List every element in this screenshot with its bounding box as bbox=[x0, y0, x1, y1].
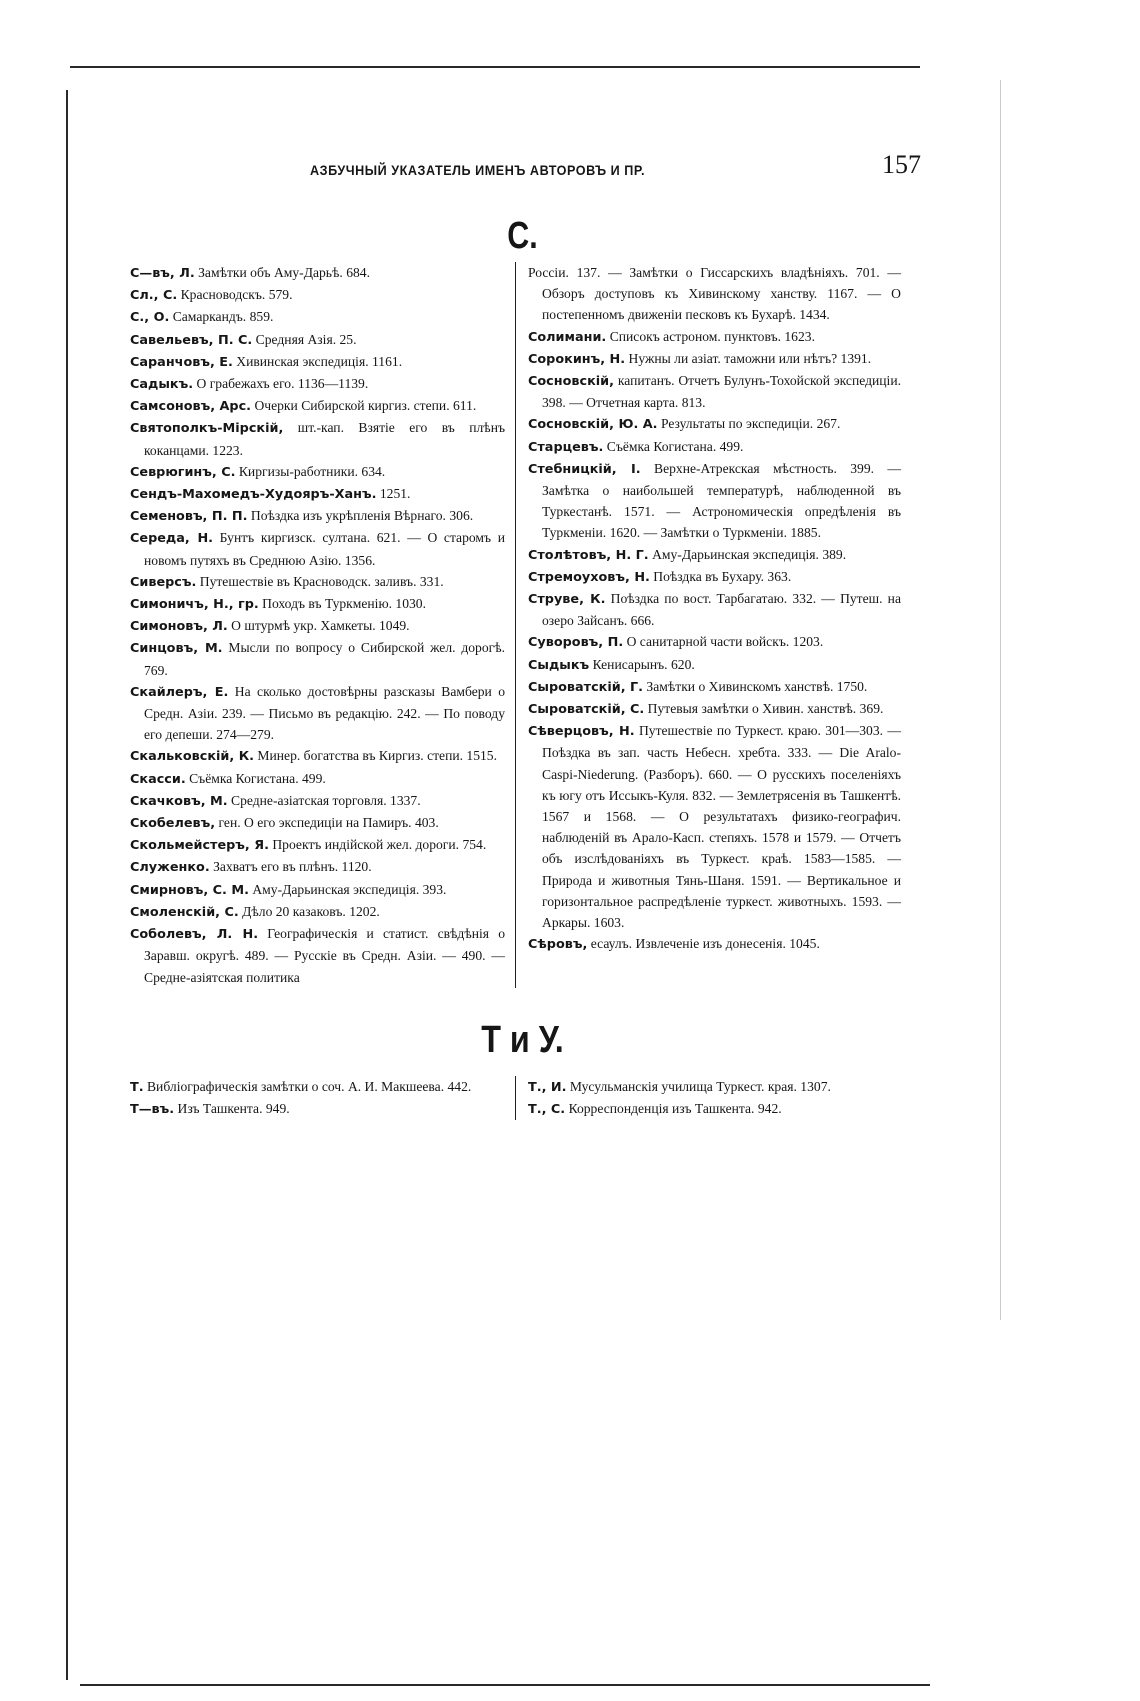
entry-name: Скасси. bbox=[130, 771, 186, 787]
entry-text: Путешествіе по Туркест. краю. 301—303. — Поѣздка въ зап. часть Небесн. хребта. 333. — Die Aralo-Caspi-Niederung. (Разборъ). 660. — О русскихъ поселеніяхъ къ югу отъ Иссыкъ-Куля. 832. — Землетрясенія въ Ташкентѣ. 1567 и 1568. — О результатахъ физико-географич. наблюденій въ Арало-Касп. степяхъ. 1578 и 1579. — Отчетъ объ изслѣдованіяхъ въ Туркест. краѣ. 1583—1585. — Природа и животныя Тянь-Шаня. 1591. — Вертикальное и горизонтальное распредѣленіе туркест. животныхъ. 1593. — Аркары. 1603. bbox=[542, 723, 901, 931]
entry-name: Стремоуховъ, Н. bbox=[528, 569, 650, 585]
index-entry bbox=[130, 527, 505, 570]
entry-text: Результаты по экспедиціи. 267. bbox=[657, 416, 841, 432]
entry-name: Т. bbox=[130, 1079, 144, 1095]
left-column bbox=[130, 1076, 515, 1120]
index-entry bbox=[528, 933, 901, 955]
index-entry bbox=[130, 417, 505, 460]
section-s-columns bbox=[130, 262, 915, 988]
index-entry bbox=[130, 812, 505, 834]
entry-name: Старцевъ. bbox=[528, 439, 604, 455]
entry-name: Скальковскій, К. bbox=[130, 749, 255, 765]
entry-name: Савельевъ, П. С. bbox=[130, 332, 253, 348]
entry-text: Нужны ли азіат. таможни или нѣтъ? 1391. bbox=[625, 350, 872, 366]
entry-name: С—въ, Л. bbox=[130, 266, 195, 281]
entry-name: Служенко. bbox=[130, 860, 210, 876]
entry-name: Саранчовъ, Е. bbox=[130, 354, 233, 370]
index-entry bbox=[528, 458, 901, 544]
entry-name: Симоничъ, Н., гр. bbox=[130, 597, 259, 613]
index-entry bbox=[130, 329, 505, 351]
entry-name: Сыроватскій, Г. bbox=[528, 679, 644, 695]
entry-text: Минер. богатства въ Киргиз. степи. 1515. bbox=[254, 748, 498, 764]
entry-text: Путевыя замѣтки о Хивин. ханствѣ. 369. bbox=[644, 701, 884, 717]
entry-text: Списокъ астроном. пунктовъ. 1623. bbox=[606, 328, 815, 344]
entry-name: Струве, К. bbox=[528, 592, 606, 608]
index-entry bbox=[528, 262, 901, 326]
index-entry bbox=[130, 856, 505, 878]
entry-text: Средне-азіатская торговля. 1337. bbox=[227, 792, 421, 808]
entry-text: Замѣтки объ Аму-Дарьѣ. 684. bbox=[194, 265, 370, 280]
entry-text: Кенисарынъ. 620. bbox=[589, 656, 695, 672]
entry-text: Средняя Азія. 25. bbox=[252, 331, 357, 347]
index-entry bbox=[130, 284, 505, 306]
entry-name: Семеновъ, П. П. bbox=[130, 509, 248, 525]
index-entry bbox=[528, 326, 901, 348]
entry-text: О грабежахъ его. 1136—1139. bbox=[193, 376, 369, 392]
index-entry bbox=[528, 348, 901, 370]
entry-name: Самсоновъ, Арс. bbox=[130, 399, 252, 415]
index-entry bbox=[130, 681, 505, 746]
index-entry bbox=[130, 637, 505, 680]
entry-name: Стебницкій, І. bbox=[528, 461, 641, 477]
index-entry bbox=[528, 654, 901, 676]
entry-name: Сѣверцовъ, Н. bbox=[528, 724, 635, 740]
entry-name: Столѣтовъ, Н. Г. bbox=[528, 547, 649, 563]
index-entry bbox=[130, 768, 505, 790]
index-entry bbox=[130, 351, 505, 373]
index-entry bbox=[130, 571, 505, 593]
entry-name: Смоленскій, С. bbox=[130, 904, 239, 920]
index-entry bbox=[130, 901, 505, 923]
entry-text: Самаркандъ. 859. bbox=[169, 309, 274, 325]
entry-text: Поѣздка въ Бухару. 363. bbox=[649, 568, 792, 584]
entry-text: Аму-Дарьинская экспедиція. 393. bbox=[248, 881, 447, 897]
index-entry bbox=[528, 566, 901, 588]
entry-name: Севрюгинъ, С. bbox=[130, 464, 236, 480]
index-entry bbox=[130, 879, 505, 901]
index-entry bbox=[528, 413, 901, 435]
page-number: 157 bbox=[882, 150, 921, 179]
entry-text: Верхне-Атрекская мѣстность. 399. — Замѣтка о наибольшей температурѣ, наблюденной въ Туркестанѣ. 1571. — Астрономическія опредѣленія въ Туркменіи. 1620. — Замѣтки о Туркменіи. 1885. bbox=[542, 460, 901, 541]
frame-bottom-rule bbox=[80, 1684, 930, 1686]
entry-name: Сѣровъ, bbox=[528, 937, 588, 953]
index-entry bbox=[528, 436, 901, 458]
frame-right-rule bbox=[1000, 80, 1001, 1320]
running-title: АЗБУЧНЫЙ УКАЗАТЕЛЬ ИМЕНЪ АВТОРОВЪ И ПР. bbox=[310, 162, 645, 178]
entry-text: Проектъ индійской жел. дороги. 754. bbox=[268, 837, 487, 853]
entry-text: О санитарной части войскъ. 1203. bbox=[623, 634, 824, 650]
index-entry bbox=[130, 373, 505, 395]
index-entry bbox=[528, 1076, 901, 1098]
frame-top-rule bbox=[70, 66, 920, 68]
index-entry bbox=[130, 615, 505, 637]
entry-text: есаулъ. Извлеченіе изъ донесенія. 1045. bbox=[587, 936, 820, 952]
entry-text: Захватъ его въ плѣнъ. 1120. bbox=[209, 859, 372, 875]
right-column bbox=[516, 1076, 901, 1120]
right-column bbox=[516, 262, 901, 988]
entry-name: Синцовъ, М. bbox=[130, 641, 223, 657]
entry-text: Путешествіе въ Красноводск. заливъ. 331. bbox=[196, 573, 444, 589]
page-header bbox=[130, 150, 921, 190]
entry-text: Дѣло 20 казаковъ. 1202. bbox=[238, 903, 380, 919]
index-entry bbox=[130, 306, 505, 328]
entry-text: Корреспонденція изъ Ташкента. 942. bbox=[565, 1100, 782, 1116]
entry-name: Сиверсъ. bbox=[130, 574, 197, 590]
entry-name: Т., С. bbox=[528, 1101, 566, 1117]
entry-text: Поѣздка по вост. Тарбагатаю. 332. — Путеш. на озеро Зайсанъ. 666. bbox=[542, 591, 901, 629]
index-entry bbox=[130, 790, 505, 812]
index-entry bbox=[130, 262, 505, 284]
entry-name: Симоновъ, Л. bbox=[130, 619, 228, 635]
entry-text: Аму-Дарьинская экспедиція. 389. bbox=[648, 546, 847, 562]
entry-text: Очерки Сибирской киргиз. степи. 611. bbox=[251, 398, 477, 414]
frame-left-rule bbox=[66, 90, 68, 1680]
index-entry bbox=[528, 698, 901, 720]
index-entry bbox=[130, 745, 505, 767]
index-entry bbox=[528, 588, 901, 631]
index-entry bbox=[130, 923, 505, 988]
entry-text: Хивинская экспедиція. 1161. bbox=[232, 353, 403, 369]
entry-text: Съёмка Когистана. 499. bbox=[603, 438, 744, 454]
entry-name: Сорокинъ, Н. bbox=[528, 351, 626, 367]
entry-text: 1251. bbox=[376, 486, 411, 502]
index-entry bbox=[130, 1076, 505, 1098]
entry-name: Скобелевъ, bbox=[130, 816, 216, 832]
entry-name: Суворовъ, П. bbox=[528, 635, 624, 651]
entry-text: Мысли по вопросу о Сибирской жел. дорогѣ. 769. bbox=[144, 640, 505, 678]
entry-name: Скачковъ, М. bbox=[130, 793, 228, 809]
index-entry bbox=[130, 395, 505, 417]
index-entry bbox=[528, 631, 901, 653]
page bbox=[130, 150, 921, 1120]
section-tu-columns bbox=[130, 1076, 915, 1120]
entry-text: О штурмѣ укр. Хамкеты. 1049. bbox=[227, 618, 410, 634]
entry-name: Сл., С. bbox=[130, 288, 178, 304]
index-entry bbox=[130, 483, 505, 505]
entry-text: Киргизы-работники. 634. bbox=[235, 463, 386, 479]
entry-name: Середа, Н. bbox=[130, 531, 214, 547]
entry-name: Сендъ-Махомедъ-Худояръ-Ханъ. bbox=[130, 487, 377, 503]
entry-name: Сыроватскій, С. bbox=[528, 702, 645, 718]
entry-text: капитанъ. Отчетъ Булунъ-Тохойской экспедиціи. 398. — Отчетная карта. 813. bbox=[542, 373, 901, 411]
entry-text: Бунтъ киргизск. султана. 621. — О старомъ и новомъ путяхъ въ Среднюю Азію. 1356. bbox=[144, 530, 505, 568]
entry-text: Мусульманскія училища Туркест. края. 1307. bbox=[566, 1078, 831, 1094]
entry-name: Солимани. bbox=[528, 329, 607, 345]
entry-text: Россіи. 137. — Замѣтки о Гиссарскихъ владѣніяхъ. 701. — Обзоръ доступовъ къ Хивинскому ханству. 1167. — О постепенномъ движеніи песковъ къ Бухарѣ. 1434. bbox=[528, 265, 901, 323]
entry-name: Скайлеръ, Е. bbox=[130, 684, 229, 700]
index-entry bbox=[130, 505, 505, 527]
entry-name: Сыдыкъ bbox=[528, 657, 590, 673]
entry-text: ген. О его экспедиціи на Памиръ. 403. bbox=[215, 815, 439, 831]
entry-name: Т., И. bbox=[528, 1079, 567, 1095]
index-entry bbox=[528, 1098, 901, 1120]
entry-name: Сосновскій, Ю. А. bbox=[528, 417, 658, 433]
entry-text: Красноводскъ. 579. bbox=[177, 287, 293, 303]
section-heading-s: С. bbox=[507, 215, 538, 257]
index-entry bbox=[130, 461, 505, 483]
entry-name: С., О. bbox=[130, 310, 170, 326]
entry-text: Вибліографическія замѣтки о соч. А. И. Макшеева. 442. bbox=[143, 1078, 472, 1094]
index-entry bbox=[528, 676, 901, 698]
index-entry bbox=[528, 544, 901, 566]
index-entry bbox=[130, 1098, 505, 1120]
index-entry bbox=[528, 720, 901, 933]
entry-text: На сколько достовѣрны разсказы Вамбери о Средн. Азіи. 239. — Письмо въ редакцію. 242. — По поводу его депеши. 274—279. bbox=[144, 683, 505, 743]
entry-name: Садыкъ. bbox=[130, 377, 194, 393]
left-column bbox=[130, 262, 515, 988]
index-entry bbox=[528, 370, 901, 413]
entry-name: Сосновскій, bbox=[528, 374, 614, 390]
entry-text: Изъ Ташкента. 949. bbox=[174, 1100, 290, 1116]
entry-name: Смирновъ, С. М. bbox=[130, 882, 249, 898]
entry-text: Съёмка Когистана. 499. bbox=[185, 770, 326, 786]
entry-name: Святополкъ-Мірскій, bbox=[130, 421, 284, 437]
index-entry bbox=[130, 593, 505, 615]
entry-text: шт.-кап. Взятіе его въ плѣнъ коканцами. 1223. bbox=[144, 420, 505, 458]
entry-text: Географическія и статист. свѣдѣнія о Заравш. округѣ. 489. — Русскіе въ Средн. Азіи. — 490. — Средне-азіятская политика bbox=[144, 926, 505, 985]
entry-name: Скольмейстеръ, Я. bbox=[130, 838, 269, 854]
entry-text: Походъ въ Туркменію. 1030. bbox=[258, 596, 426, 612]
section-heading-t-u: Т и У. bbox=[481, 1018, 564, 1061]
entry-text: Поѣздка изъ укрѣпленія Вѣрнаго. 306. bbox=[247, 508, 474, 524]
index-entry bbox=[130, 834, 505, 856]
entry-name: Соболевъ, Л. Н. bbox=[130, 927, 259, 943]
entry-name: Т—въ. bbox=[130, 1101, 175, 1117]
entry-text: Замѣтки о Хивинскомъ ханствѣ. 1750. bbox=[643, 678, 868, 694]
